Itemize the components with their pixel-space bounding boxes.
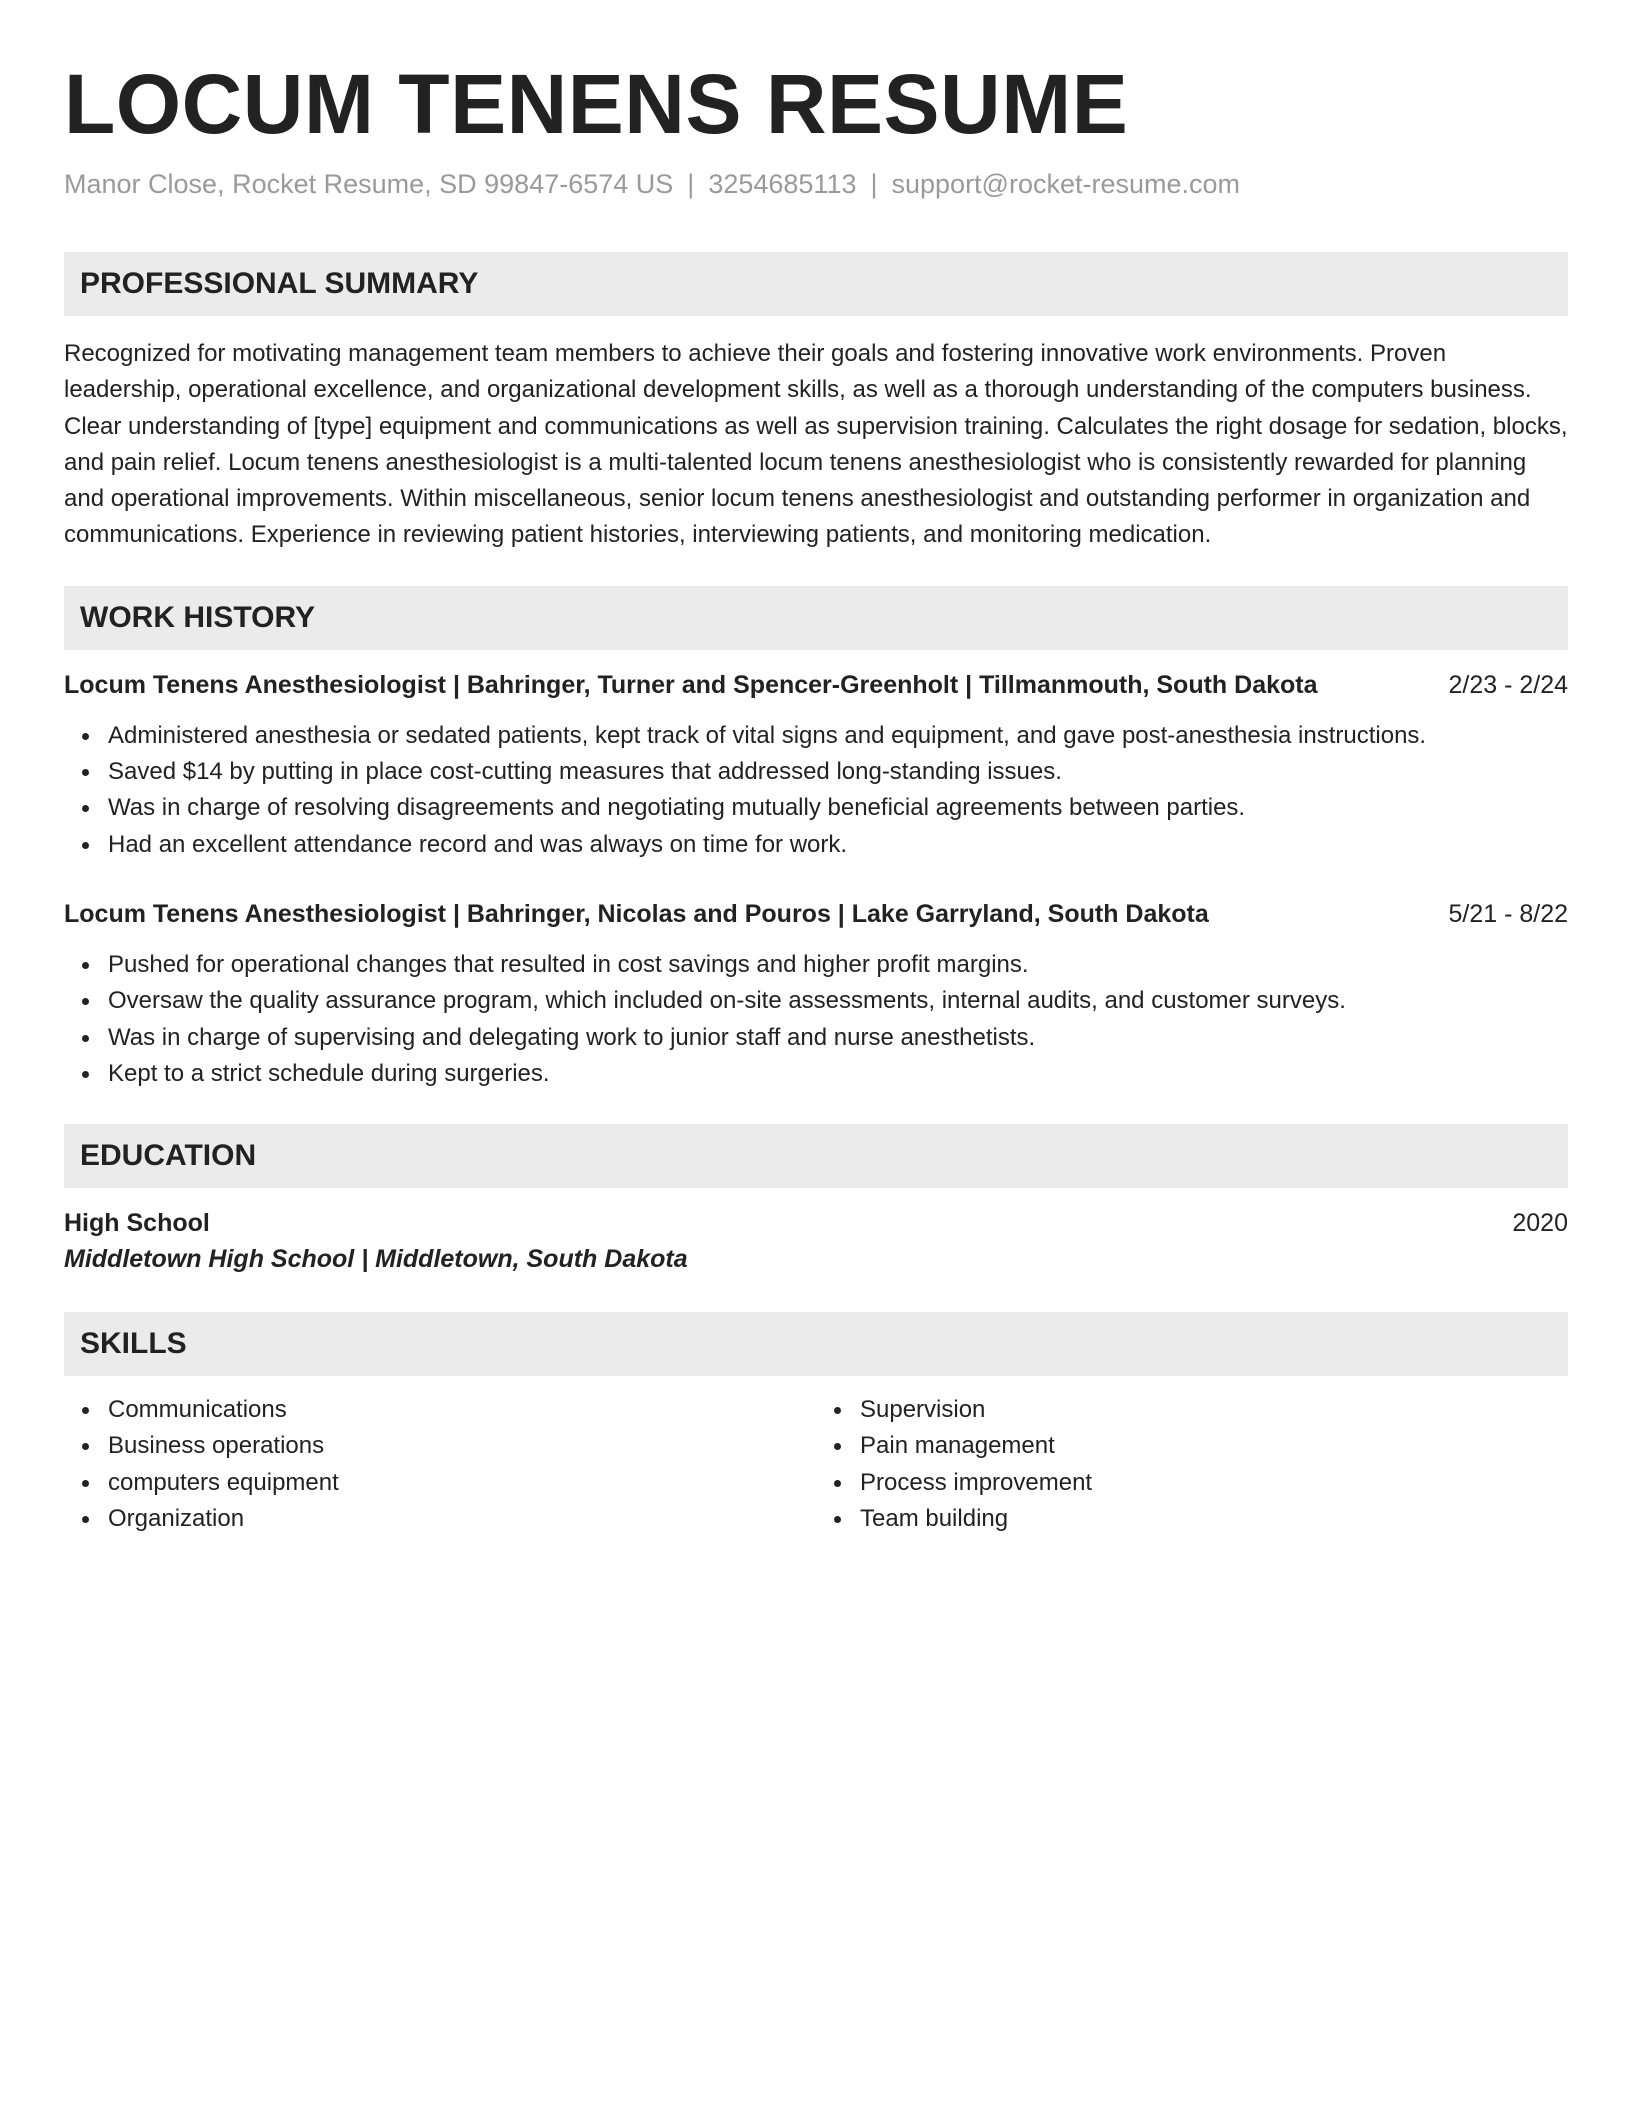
- resume-name: LOCUM TENENS RESUME: [64, 57, 1129, 151]
- skill-item: Pain management: [860, 1428, 1568, 1464]
- skill-item: Team building: [860, 1501, 1568, 1537]
- job-bullet: Administered anesthesia or sedated patients, kept track of vital signs and equipment, and gave post-anesthesia instructions.: [108, 718, 1568, 754]
- job-title-row: [64, 668, 1568, 702]
- job-bullet: Kept to a strict schedule during surgeries.: [108, 1056, 1568, 1092]
- job-title-row: [64, 897, 1568, 931]
- job-bullet-list: [64, 718, 1568, 863]
- skill-item: Organization: [108, 1501, 816, 1537]
- section-header-education: EDUCATION: [64, 1124, 1568, 1188]
- job-entry: [64, 897, 1568, 1092]
- job-bullet: Pushed for operational changes that resulted in cost savings and higher profit margins.: [108, 947, 1568, 983]
- job-bullet: Saved $14 by putting in place cost-cutting measures that addressed long-standing issues.: [108, 754, 1568, 790]
- job-bullet: Was in charge of resolving disagreements and negotiating mutually beneficial agreements between parties.: [108, 790, 1568, 826]
- section-header-work-history: WORK HISTORY: [64, 586, 1568, 650]
- education-school: Middletown High School | Middletown, South Dakota: [64, 1245, 688, 1274]
- skill-item: Communications: [108, 1392, 816, 1428]
- job-bullet: Oversaw the quality assurance program, which included on-site assessments, internal audits, and customer surveys.: [108, 983, 1568, 1019]
- skills-column-right: [816, 1392, 1568, 1537]
- contact-address: Manor Close, Rocket Resume, SD 99847-6574 US: [64, 169, 674, 199]
- skills-column-left: [64, 1392, 816, 1537]
- job-bullet: Was in charge of supervising and delegating work to junior staff and nurse anesthetists.: [108, 1020, 1568, 1056]
- job-bullet: Had an excellent attendance record and was always on time for work.: [108, 827, 1568, 863]
- skill-item: Process improvement: [860, 1465, 1568, 1501]
- job-dates: 2/23 - 2/24: [1448, 670, 1568, 699]
- job-title: Locum Tenens Anesthesiologist | Bahringer, Nicolas and Pouros | Lake Garryland, South Dakota: [64, 899, 1209, 928]
- job-dates: 5/21 - 8/22: [1448, 899, 1568, 928]
- contact-separator: |: [870, 169, 878, 199]
- skills-list: [64, 1392, 816, 1537]
- education-row: [64, 1206, 1568, 1240]
- job-entry: [64, 668, 1568, 863]
- skill-item: Business operations: [108, 1428, 816, 1464]
- education-year: 2020: [1512, 1209, 1568, 1238]
- section-header-summary: PROFESSIONAL SUMMARY: [64, 252, 1568, 316]
- section-header-skills: SKILLS: [64, 1312, 1568, 1376]
- skills-grid: [64, 1392, 1568, 1537]
- contact-line: [64, 166, 1568, 202]
- job-bullet-list: [64, 947, 1568, 1092]
- education-degree: High School: [64, 1209, 210, 1238]
- skill-item: computers equipment: [108, 1465, 816, 1501]
- contact-phone: 3254685113: [708, 169, 857, 199]
- contact-separator: |: [687, 169, 695, 199]
- skills-list: [816, 1392, 1568, 1537]
- contact-email: support@rocket-resume.com: [891, 169, 1241, 199]
- job-title: Locum Tenens Anesthesiologist | Bahringer, Turner and Spencer-Greenholt | Tillmanmouth, South Dakota: [64, 670, 1318, 699]
- summary-text: Recognized for motivating management team members to achieve their goals and fostering innovative work environments. Proven leadership, operational excellence, and organizational development skills, as well as a thorough understanding of the computers business. Clear understanding of [type] equipment and communications as well as supervision training. Calculates the right dosage for sedation, blocks, and pain relief. Locum tenens anesthesiologist is a multi-talented locum tenens anesthesiologist who is consistently rewarded for planning and operational improvements. Within miscellaneous, senior locum tenens anesthesiologist and outstanding performer in organization and communications. Experience in reviewing patient histories, interviewing patients, and monitoring medication.: [64, 340, 1568, 549]
- skill-item: Supervision: [860, 1392, 1568, 1428]
